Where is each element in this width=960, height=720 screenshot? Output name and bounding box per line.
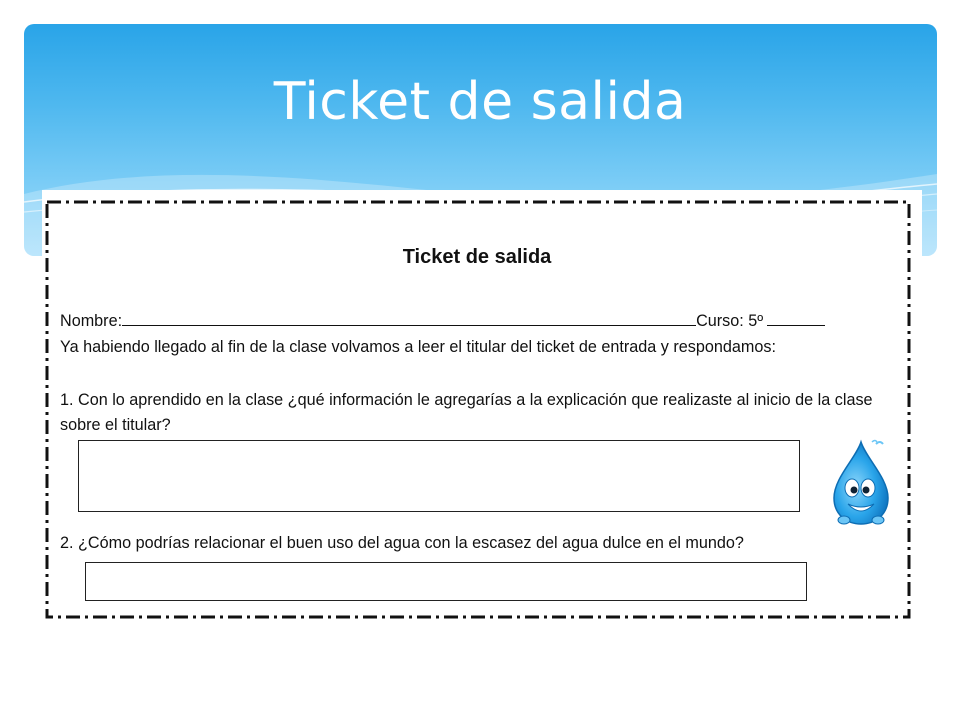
intro-text: Ya habiendo llegado al fin de la clase volvamos a leer el titular del ticket de entrada y respondamos: (60, 338, 776, 356)
name-row (60, 311, 825, 331)
answer-box-1[interactable] (78, 440, 800, 512)
worksheet (42, 190, 922, 630)
question-2: 2. ¿Cómo podrías relacionar el buen uso del agua con la escasez del agua dulce en el mundo? (60, 534, 744, 552)
worksheet-title: Ticket de salida (402, 246, 552, 268)
name-label: Nombre: (60, 312, 123, 330)
name-field[interactable] (122, 311, 696, 326)
slide-title: Ticket de salida (273, 72, 687, 132)
water-drop-mascot-icon (830, 438, 892, 530)
answer-box-2[interactable] (85, 562, 807, 601)
question-1-continued: sobre el titular? (60, 416, 171, 434)
question-1: 1. Con lo aprendido en la clase ¿qué información le agregarías a la explicación que realizaste al inicio de la clase (60, 391, 873, 409)
course-field[interactable] (767, 311, 825, 326)
course-label: Curso: 5º (696, 312, 764, 330)
